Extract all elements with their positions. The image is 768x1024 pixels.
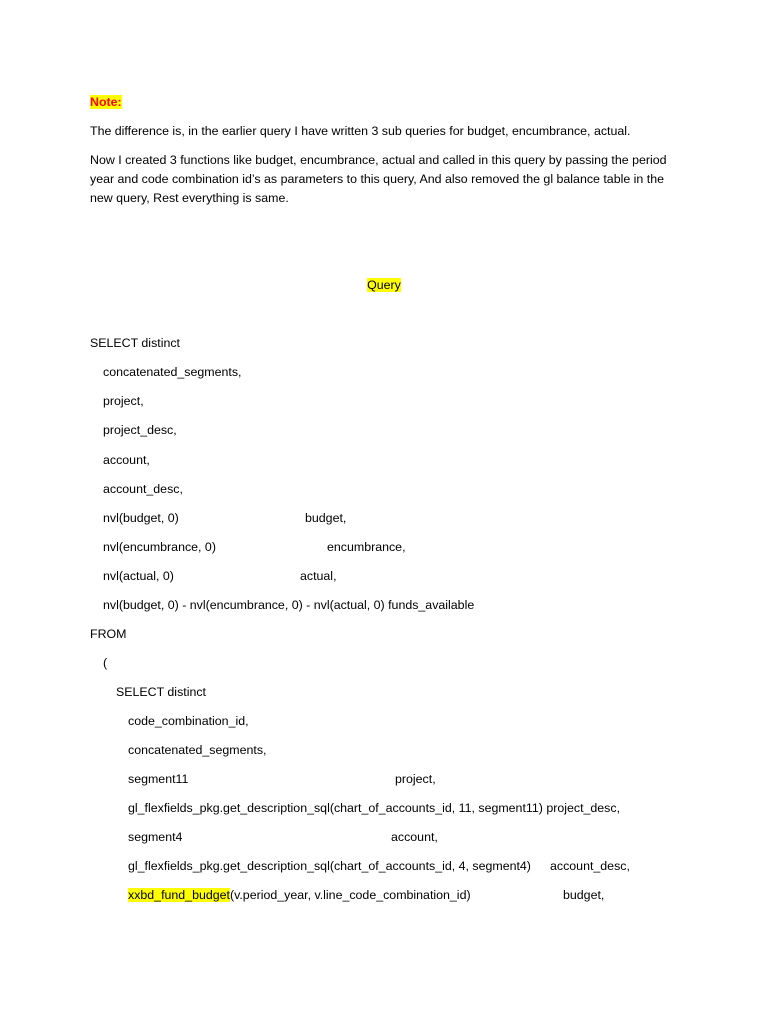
note-paragraph-1: The difference is, in the earlier query I have written 3 sub queries for budget, encumbrance, actual. xyxy=(90,124,631,138)
code-line: ( xyxy=(103,656,108,670)
code-alias: project, xyxy=(395,772,436,786)
code-alias: budget, xyxy=(563,888,605,902)
function-args: (v.period_year, v.line_code_combination_id) xyxy=(229,888,471,902)
code-line: nvl(budget, 0) xyxy=(103,511,179,525)
query-heading: Query xyxy=(367,278,401,292)
code-line: segment4 xyxy=(128,830,183,844)
code-line: nvl(budget, 0) - nvl(encumbrance, 0) - nvl(actual, 0) funds_available xyxy=(103,598,475,612)
note-label: Note: xyxy=(90,95,122,109)
code-line: FROM xyxy=(90,627,127,641)
code-line xyxy=(128,887,471,903)
code-line: nvl(actual, 0) xyxy=(103,569,174,583)
code-line: SELECT distinct xyxy=(116,685,206,699)
code-line: SELECT distinct xyxy=(90,336,180,350)
code-line: concatenated_segments, xyxy=(128,743,267,757)
code-line: code_combination_id, xyxy=(128,714,249,728)
code-line: account_desc, xyxy=(103,482,183,496)
note-paragraph-2: Now I created 3 functions like budget, encumbrance, actual and called in this query by passing the period year and code combination id’s as parameters to this query, And also removed the gl balance table in the new query, Rest everything is same. xyxy=(90,153,667,205)
code-line: concatenated_segments, xyxy=(103,365,242,379)
code-line: gl_flexfields_pkg.get_description_sql(chart_of_accounts_id, 4, segment4) xyxy=(128,859,531,873)
code-line: gl_flexfields_pkg.get_description_sql(chart_of_accounts_id, 11, segment11) project_desc, xyxy=(128,801,621,815)
code-line: project_desc, xyxy=(103,423,177,437)
code-alias: encumbrance, xyxy=(327,540,406,554)
code-alias: actual, xyxy=(300,569,337,583)
code-alias: budget, xyxy=(305,511,347,525)
code-alias: account, xyxy=(391,830,438,844)
code-line: account, xyxy=(103,453,150,467)
function-name-highlight: xxbd_fund_budget xyxy=(128,888,230,902)
code-line: segment11 xyxy=(128,772,189,786)
code-line: project, xyxy=(103,394,144,408)
code-line: nvl(encumbrance, 0) xyxy=(103,540,216,554)
code-alias: account_desc, xyxy=(550,859,630,873)
